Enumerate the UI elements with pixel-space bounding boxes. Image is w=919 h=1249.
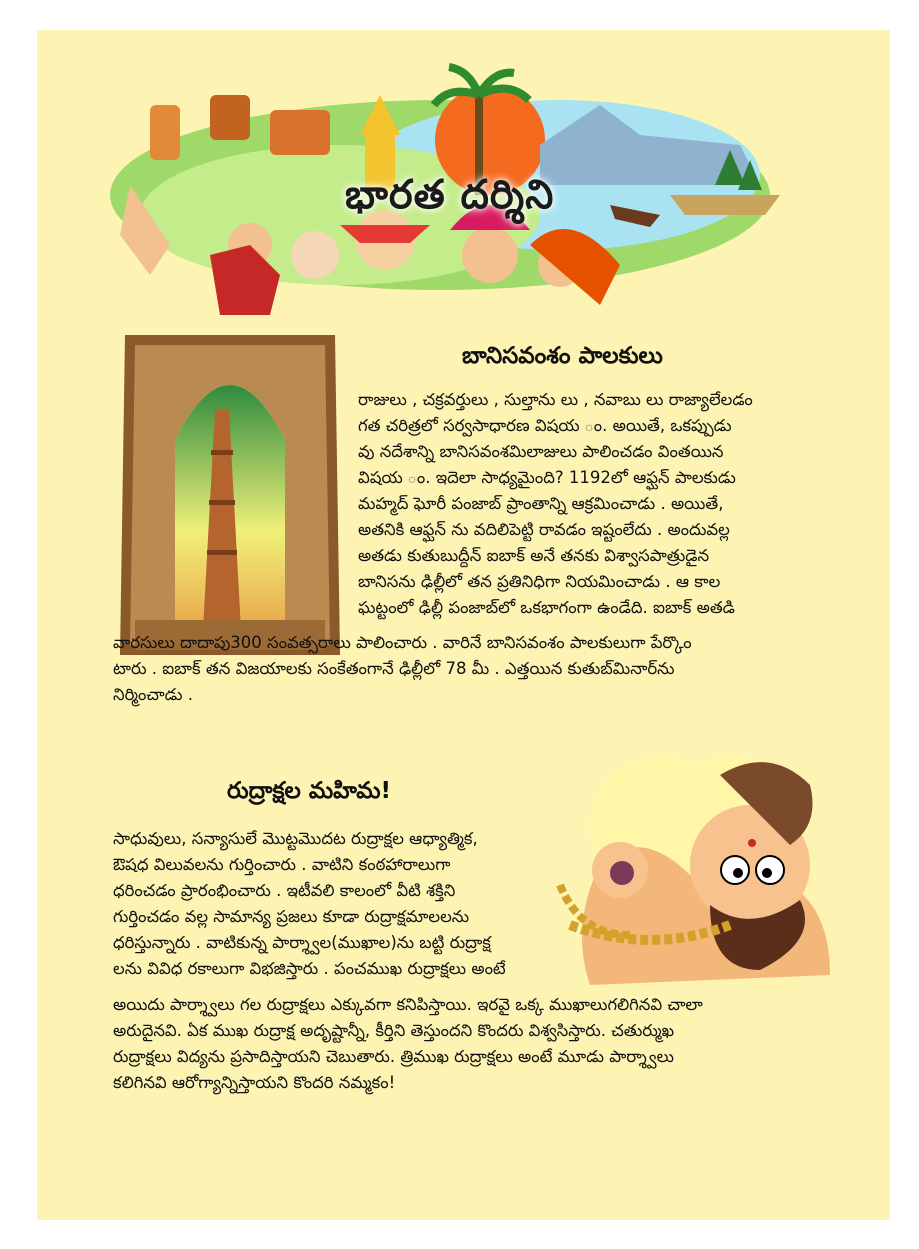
- section-heading-rudraksha: రుద్రాక్షల మహిమ!: [227, 778, 392, 804]
- paragraph-line: రాజులు , చక్రవర్తులు , సుల్తాను లు , నవాబు లు రాజ్యాలేలడం: [358, 390, 753, 409]
- paragraph-line: గత చరిత్రలో సర్వసాధారణ విషయ ం. అయితే, ఒకప్పుడు: [358, 416, 732, 435]
- paragraph-line: కలిగినవి ఆరోగ్యాన్నిస్తాయని కొందరి నమ్మకం!: [113, 1073, 396, 1092]
- paragraph-line: ధరిస్తున్నారు . వాటికున్న పార్శ్వాల(ముఖాల)ను బట్టి రుద్రాక్ష: [113, 933, 491, 952]
- paragraph-line: సాధువులు, సన్యాసులే మొట్టమొదట రుద్రాక్షల ఆధ్యాత్మిక,: [113, 829, 478, 848]
- paragraph-line: ధరించడం ప్రారంభించారు . ఇటీవలి కాలంలో వీటి శక్తిని: [113, 881, 456, 900]
- paragraph-line: అతనికి ఆఫ్ఘన్ ను వదిలిపెట్టి రావడం ఇష్టంలేదు . అందువల్ల: [358, 520, 730, 539]
- paragraph-line: టారు . ఐబాక్ తన విజయాలకు సంకేతంగానే ఢిల్లీలో 78 మీ . ఎత్తయిన కుతుబ్‌మినార్‌ను: [113, 659, 675, 678]
- paragraph-line: బానిసను ఢిల్లీలో తన ప్రతినిధిగా నియమించాడు . ఆ కాల: [358, 572, 721, 591]
- paragraph-line: లను వివిధ రకాలుగా విభజిస్తారు . పంచముఖ రుద్రాక్షలు అంటే: [113, 959, 506, 978]
- paragraph-line: రుద్రాక్షలు విద్యను ప్రసాదిస్తాయని చెబుతారు. త్రిముఖ రుద్రాక్షలు అంటే మూడు పార్శ్వాలు: [113, 1047, 674, 1066]
- paragraph-line: గుర్తించడం వల్ల సామాన్య ప్రజలు కూడా రుద్రాక్షమాలలను: [113, 907, 470, 926]
- paragraph-line: మహ్మద్ ఘోరీ పంజాబ్ ప్రాంతాన్ని ఆక్రమించాడు . అయితే,: [358, 494, 724, 513]
- paragraph-line: వు నదేశాన్ని బానిసవంశమిలాజులు పాలించడం వింతయిన: [358, 442, 724, 461]
- paragraph-line: విషయ ం. ఇదెలా సాధ్యమైంది? 1192లో ఆఫ్ఘన్ పాలకుడు: [358, 468, 736, 487]
- paragraph-line: అయిదు పార్శ్వాలు గల రుద్రాక్షలు ఎక్కువగా కనిపిస్తాయి. ఇరవై ఒక్క ముఖాలుగలిగినవి చాలా: [113, 995, 703, 1014]
- paragraph-line: అతడు కుతుబుద్దీన్ ఐబాక్ అనే తనకు విశ్వాసపాత్రుడైన: [358, 546, 710, 565]
- boat-icon: [670, 195, 780, 215]
- qutub-minar-image: [115, 330, 345, 660]
- drum-icon: [270, 110, 330, 155]
- paragraph-line: నిర్మించాడు .: [113, 685, 194, 704]
- paragraph-line: ఔషధ విలువలను గుర్తించారు . వాటిని కంఠహారాలుగా: [113, 855, 451, 874]
- sadhu-cartoon-image: [540, 755, 840, 1000]
- section-heading-slave-dynasty: బానిసవంశం పాలకులు: [462, 343, 663, 369]
- banner-title: భారత దర్శిని: [345, 172, 555, 218]
- paragraph-line: వారసులు దాదాపు300 సంవత్సరాలు పాలించారు . వారినే బానిసవంశం పాలకులుగా పేర్కొం: [113, 633, 692, 652]
- paragraph-line: ఘట్టంలో ఢిల్లీ పంజాబ్‌లో ఒకభాగంగా ఉండేది. ఐబాక్ అతడి: [358, 598, 735, 617]
- paragraph-line: అరుదైనవి. ఏక ముఖ రుద్రాక్ష అదృష్టాన్నీ, కీర్తిని తెస్తుందని కొందరు విశ్వసిస్తారు. చతుర్ముఖ: [113, 1021, 675, 1040]
